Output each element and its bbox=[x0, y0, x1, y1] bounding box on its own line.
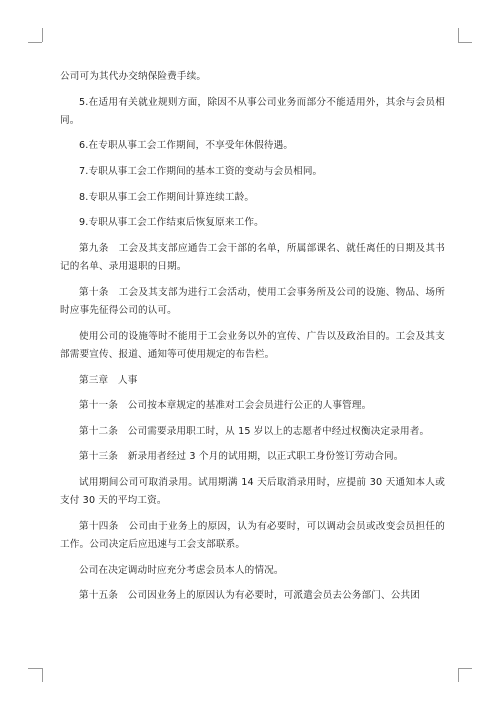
crop-mark-top-right-h bbox=[458, 42, 472, 43]
paragraph: 第十二条 公司需要录用职工时，从 15 岁以上的志愿者中经过权衡决定录用者。 bbox=[79, 425, 430, 437]
paragraph: 公司在决定调动时应充分考虑会员本人的情况。 bbox=[79, 564, 284, 576]
paragraph: 8.专职从事工会工作期间计算连续工龄。 bbox=[79, 191, 255, 203]
paragraph: 使用公司的设施等时不能用于工会业务以外的宣传、广告以及政治目的。工会及其支部需要宣传、报道、通知等可使用规定的布告栏。 bbox=[60, 330, 445, 360]
paragraph: 第十四条 公司由于业务上的原因，认为有必要时，可以调动会员或改变会员担任的工作。公司决定后应迅速与工会支部联系。 bbox=[60, 520, 445, 551]
chapter-heading: 第三章 人事 bbox=[79, 374, 138, 386]
paragraph: 第九条 工会及其支部应通告工会干部的名单，所属部课名、就任离任的日期及其书记的名单、录用退职的日期。 bbox=[60, 242, 445, 273]
paragraph: 7.专职从事工会工作期间的基本工资的变动与会员相同。 bbox=[79, 166, 323, 178]
paragraph: 第十三条 新录用者经过 3 个月的试用期，以正式职工身份签订劳动合同。 bbox=[79, 451, 404, 463]
crop-mark-bottom-right-h bbox=[458, 668, 472, 669]
paragraph: 5.在适用有关就业规则方面，除因不从事公司业务而部分不能适用外，其余与会员相同。 bbox=[60, 96, 445, 126]
paragraph: 公司可为其代办交纳保险费手续。 bbox=[60, 71, 207, 82]
crop-mark-bottom-left-v bbox=[42, 668, 43, 682]
paragraph: 试用期间公司可取消录用。试用期满 14 天后取消录用时，应提前 30 天通知本人或支付 30 天的平均工资。 bbox=[60, 476, 445, 507]
crop-mark-bottom-right-v bbox=[458, 668, 459, 682]
paragraph: 第十一条 公司按本章规定的基准对工会会员进行公正的人事管理。 bbox=[79, 400, 372, 412]
paragraph: 第十五条 公司因业务上的原因认为有必要时，可派遣会员去公务部门、公共团 bbox=[79, 590, 421, 602]
document-body bbox=[60, 68, 445, 613]
crop-mark-top-right-v bbox=[458, 28, 459, 42]
crop-mark-bottom-left-h bbox=[28, 668, 42, 669]
paragraph: 6.在专职从事工会工作期间，不享受年休假待遇。 bbox=[79, 140, 294, 152]
paragraph: 第十条 工会及其支部为进行工会活动，使用工会事务所及公司的设施、物品、场所时应事先征得公司的认可。 bbox=[60, 286, 445, 317]
crop-mark-top-left-h bbox=[28, 42, 42, 43]
crop-mark-top-left-v bbox=[42, 28, 43, 42]
paragraph: 9.专职从事工会工作结束后恢复原来工作。 bbox=[79, 217, 264, 229]
